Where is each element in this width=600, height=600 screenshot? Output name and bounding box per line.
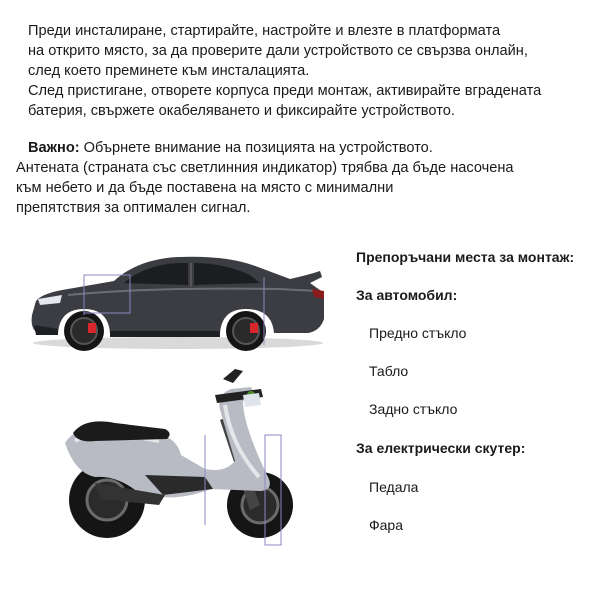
scooter-illustration — [55, 365, 305, 550]
important-line-1: Антената (страната със светлинния индикатор) трябва да бъде насочена — [16, 160, 514, 176]
instruction-line-1: Преди инсталиране, стартирайте, настройте и влезте в платформата — [28, 23, 501, 39]
instruction-line-4: След пристигане, отворете корпуса преди монтаж, активирайте вградената — [28, 83, 542, 99]
mounting-title: Препоръчани места за монтаж: — [356, 249, 575, 265]
mount-item-pedal: Педала — [369, 479, 419, 495]
important-line-3: препятствия за оптимален сигнал. — [16, 200, 251, 216]
instruction-line-5: батерия, свържете окабеляването и фиксирайте устройството. — [28, 103, 455, 119]
scooter-heading: За електрически скутер: — [356, 440, 526, 456]
important-text: Обърнете внимание на позицията на устройството. — [79, 140, 433, 156]
mount-item-rear-window: Задно стъкло — [369, 401, 458, 417]
mount-item-windshield: Предно стъкло — [369, 325, 467, 341]
mount-item-headlight: Фара — [369, 517, 404, 533]
instruction-line-2: на открито място, за да проверите дали устройството се свързва онлайн, — [28, 43, 528, 59]
important-label: Важно: — [28, 140, 80, 156]
car-illustration — [28, 245, 328, 355]
mount-item-dashboard: Табло — [369, 363, 409, 379]
instruction-line-3: след което преминете към инсталацията. — [28, 63, 310, 79]
important-note-header — [28, 138, 433, 158]
important-line-2: към небето и да бъде поставена на място с минимални — [16, 180, 394, 196]
car-heading: За автомобил: — [356, 287, 458, 303]
